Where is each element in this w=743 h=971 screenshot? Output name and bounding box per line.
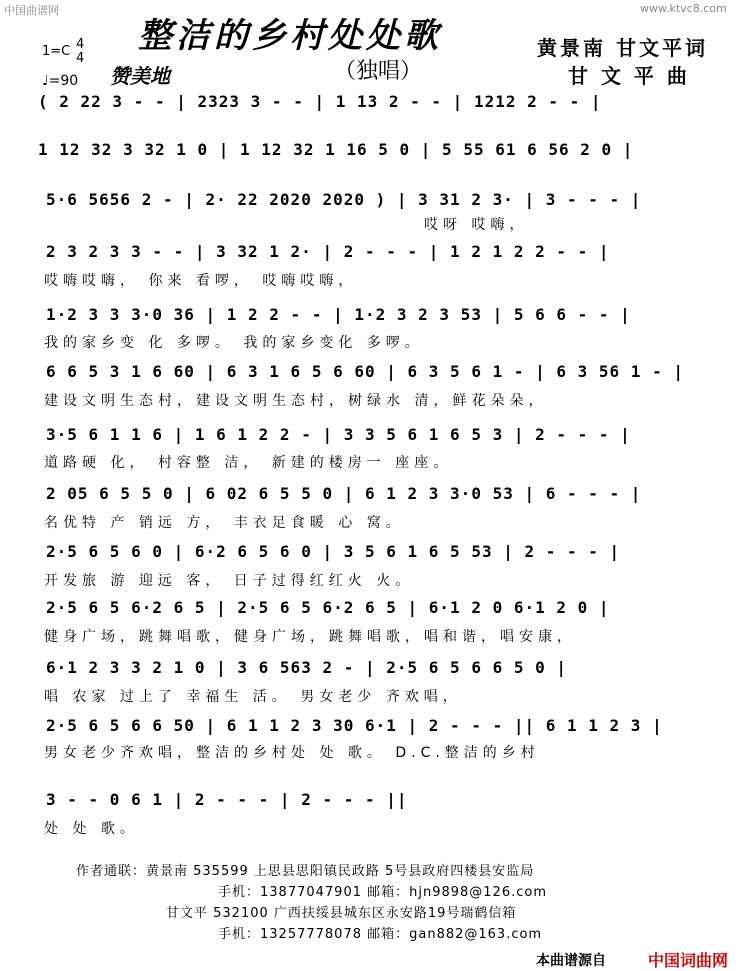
lyrics-row-4: 哎嗨哎嗨， 你来 看啰， 哎嗨哎嗨， — [44, 273, 358, 289]
lyrics-row-11: 唱 农家 过上了 幸福生 活。 男女老少 齐欢唱， — [44, 689, 462, 705]
lyricist-credit: 黄景南 甘文平词 — [537, 36, 708, 60]
lyrics-row-13: 处 处 歌。 — [44, 821, 139, 837]
notation-row-1: ( 2 22 3 - - | 2323 3 - - | 1 13 2 - - | 1212 2 - - | — [38, 92, 602, 111]
notation-row-10: 2·5 6 5 6·2 6 5 | 2·5 6 5 6·2 6 5 | 6·1 2 0 6·1 2 0 | — [46, 598, 610, 617]
composer-credit: 甘 文 平 曲 — [568, 64, 690, 88]
notation-row-3: 5·6 5656 2 - | 2· 22 2020 2020 ) | 3 31 2 3· | 3 - - - | — [46, 190, 642, 209]
notation-row-8: 2 05 6 5 5 0 | 6 02 6 5 5 0 | 6 1 2 3 3·0 53 | 6 - - - | — [46, 484, 642, 503]
contact-line-2: 手机：13877047901 邮箱：hjn9898@126.com — [218, 885, 547, 900]
lyrics-row-8: 名优特 产 销远 方， 丰衣足食暖 心 窝。 — [44, 515, 405, 531]
subtitle: （独唱） — [334, 59, 423, 84]
contact-line-4: 手机：13257778078 邮箱：gan882@163.com — [218, 927, 543, 942]
lyrics-row-7: 道路硬 化， 村容整 洁， 新建的楼房一 座座。 — [44, 455, 453, 471]
watermark-left: 中国曲谱网 — [4, 4, 59, 17]
lyrics-row-10: 健身广场，跳舞唱歌，健身广场，跳舞唱歌，唱和谐，唱安康， — [44, 629, 576, 645]
lyrics-row-6: 建设文明生态村，建设文明生态村，树绿水 清，鲜花朵朵， — [44, 393, 548, 409]
lyrics-row-5: 我的家乡变 化 多啰。 我的家乡变化 多啰。 — [44, 335, 424, 351]
contact-line-3: 甘文平 532100 广西扶绥县城东区永安路19号瑞鹤信箱 — [166, 906, 517, 921]
notation-row-6: 6 6 5 3 1 6 60 | 6 3 1 6 5 6 60 | 6 3 5 6 1 - | 6 3 56 1 - | — [46, 362, 684, 381]
notation-row-12: 2·5 6 5 6 6 50 | 6 1 1 2 3 30 6·1 | 2 - - - || 6 1 1 2 3 | — [46, 716, 663, 735]
tempo-mark: ♩=90 — [42, 73, 79, 89]
notation-row-4: 2 3 2 3 3 - - | 3 32 1 2· | 2 - - - | 1 2 1 2 2 - - | — [46, 242, 610, 261]
source-label: 本曲谱源自 — [536, 953, 606, 969]
notation-row-13: 3 - - 0 6 1 | 2 - - - | 2 - - - || — [46, 790, 408, 809]
notation-row-7: 3·5 6 1 1 6 | 1 6 1 2 2 - | 3 3 5 6 1 6 5 3 | 2 - - - | — [46, 425, 631, 444]
lyrics-row-9: 开发旅 游 迎远 客， 日子过得红红火 火。 — [44, 573, 415, 589]
key-signature: 1=C — [42, 44, 71, 59]
song-title: 整洁的乡村处处歌 — [138, 16, 442, 56]
notation-row-2: 1 12 32 3 32 1 0 | 1 12 32 1 16 5 0 | 5 55 61 6 56 2 0 | — [38, 140, 634, 159]
source-brand: 中国词曲网 — [648, 951, 729, 970]
time-bottom: 4 — [76, 51, 85, 66]
watermark-right: www.ktvc8.com — [640, 2, 727, 15]
lyrics-row-12: 男女老少齐欢唱，整洁的乡村处 处 歌。 D.C.整洁的乡村 — [44, 745, 540, 761]
time-top: 4 — [76, 37, 85, 52]
notation-row-9: 2·5 6 5 6 0 | 6·2 6 5 6 0 | 3 5 6 1 6 5 53 | 2 - - - | — [46, 542, 621, 561]
expression-mark: 赞美地 — [110, 64, 170, 88]
lyrics-row-3: 哎呀 哎嗨， — [424, 217, 529, 233]
contact-line-1: 作者通联：黄景南 535599 上思县思阳镇民政路 5号县政府四楼县安监局 — [76, 864, 535, 879]
notation-row-5: 1·2 3 3 3·0 36 | 1 2 2 - - | 1·2 3 2 3 53 | 5 6 6 - - | — [46, 305, 631, 324]
notation-row-11: 6·1 2 3 3 2 1 0 | 3 6 563 2 - | 2·5 6 5 6 6 5 0 | — [46, 658, 568, 677]
time-signature — [76, 38, 84, 66]
